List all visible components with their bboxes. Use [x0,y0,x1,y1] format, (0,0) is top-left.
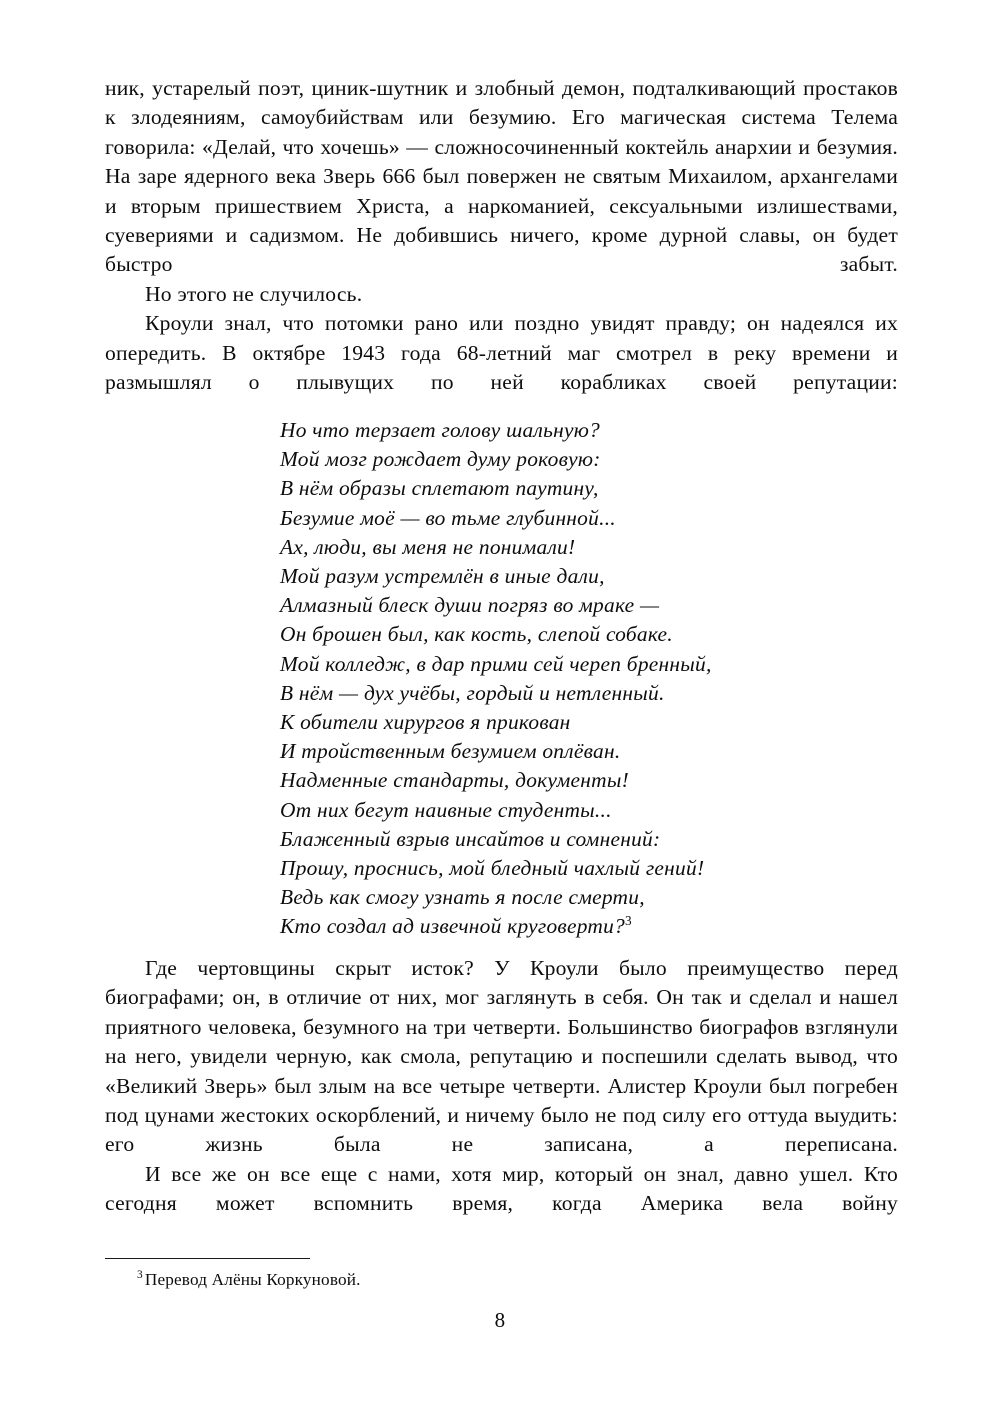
poem-line-text: От них бегут наивные студенты... [280,797,612,822]
poem-line [280,650,900,679]
footnote-reference-marker: 3 [625,913,632,929]
poem-line-text: К обители хирургов я прикован [280,710,571,735]
poem-line [280,591,900,620]
poem-line [280,679,900,708]
poem-line-text: Алмазный блеск души погряз во мраке — [280,593,660,618]
poem-line-text: Кто создал ад извечной круговерти? [280,914,625,939]
poem-line [280,854,900,883]
poem-line [280,737,900,766]
footnote-number: 3 [137,1269,143,1282]
footnote-separator-rule [105,1258,310,1259]
poem-line [280,533,900,562]
poem-line-text: И тройственным безумием оплёван. [280,739,621,764]
footnote-body-text: Перевод Алёны Коркуновой. [144,1270,361,1289]
poem-line-text: В нём — дух учёбы, гордый и нетленный. [280,680,665,705]
paragraph-still-with-us: И все же он все еще с нами, хотя мир, который он знал, давно ушел. Кто сегодня может вспомнить время, когда Америка вела войну [105,1161,898,1216]
main-text-block-after-poem [105,954,898,1219]
poem-line-text: Ведь как смогу узнать я после смерти, [280,885,645,910]
poem-line [280,796,900,825]
footnote-area [105,1258,898,1291]
poem-line [280,504,900,533]
poem-line-text: Но что терзает голову шальную? [280,418,600,442]
poem-line [280,883,900,912]
poem-line-text: Прошу, проснись, мой бледный чахлый гений! [280,856,705,881]
poem-line-text: Безумие моё — во тьме глубинной... [280,505,616,530]
paragraph-where-devilry: Где чертовщины скрыт исток? У Кроули было преимущество перед биографами; он, в отличие от них, мог заглянуть в себя. Он так и сделал и нашел приятного человека, безумного на три четверти. Большинство биографов взглянули на него, увидели черную, как смола, репутацию и поспешили сделать вывод, что «Великий Зверь» был злым на все четыре четверти. Алистер Кроули был погребен под цунами жестоких оскорблений, и ничему было не под силу его оттуда выудить: его жизнь была не записана, а переписана. [105,956,898,1157]
poem-line [280,825,900,854]
poem-line [280,708,900,737]
poem-line-last [280,912,900,941]
poem-line [280,766,900,795]
paragraph-crowley-knew: Кроули знал, что потомки рано или поздно увидят правду; он надеялся их опередить. В октябре 1943 года 68-летний маг смотрел в реку времени и размышлял о плывущих по ней корабликах своей репутации: [105,311,898,395]
poem-line [280,562,900,591]
page-number: 8 [494,1308,506,1332]
poem-line [280,416,900,445]
poem-line-text: Он брошен был, как кость, слепой собаке. [280,622,673,647]
poem-line-text: Мой мозг рождает думу роковую: [280,447,601,472]
main-text-block [105,74,898,397]
poem-line-text: Блаженный взрыв инсайтов и сомнений: [280,826,661,851]
paragraph-continued: ник, устарелый поэт, циник-шутник и злобный демон, подталкивающий простаков к злодеяниям, самоубийствам или безумию. Его магическая система Телема говорила: «Делай, что хочешь» — сложносочиненный коктейль анархии и безумия. На заре ядерного века Зверь 666 был повержен не святым Михаилом, архангелами и вторым пришествием Христа, а наркоманией, сексуальными излишествами, суевериями и садизмом. Не добившись ничего, кроме дурной славы, он будет быстро забыт. [105,76,898,277]
poem-line-text: Мой колледж, в дар прими сей череп бренный, [280,651,712,676]
poem-line [280,474,900,503]
paragraph-but-this-did-not-happen: Но этого не случилось. [145,281,363,306]
poem-line-text: Мой разум устремлён в иные дали, [280,564,605,589]
poem-line-text: В нём образы сплетают паутину, [280,476,599,501]
poem-line-text: Ах, люди, вы меня не понимали! [280,534,576,559]
poem-line-text: Надменные стандарты, документы! [280,768,629,793]
poem-line [280,620,900,649]
poem-block [280,416,900,942]
footnote-entry [105,1268,898,1291]
poem-line [280,445,900,474]
